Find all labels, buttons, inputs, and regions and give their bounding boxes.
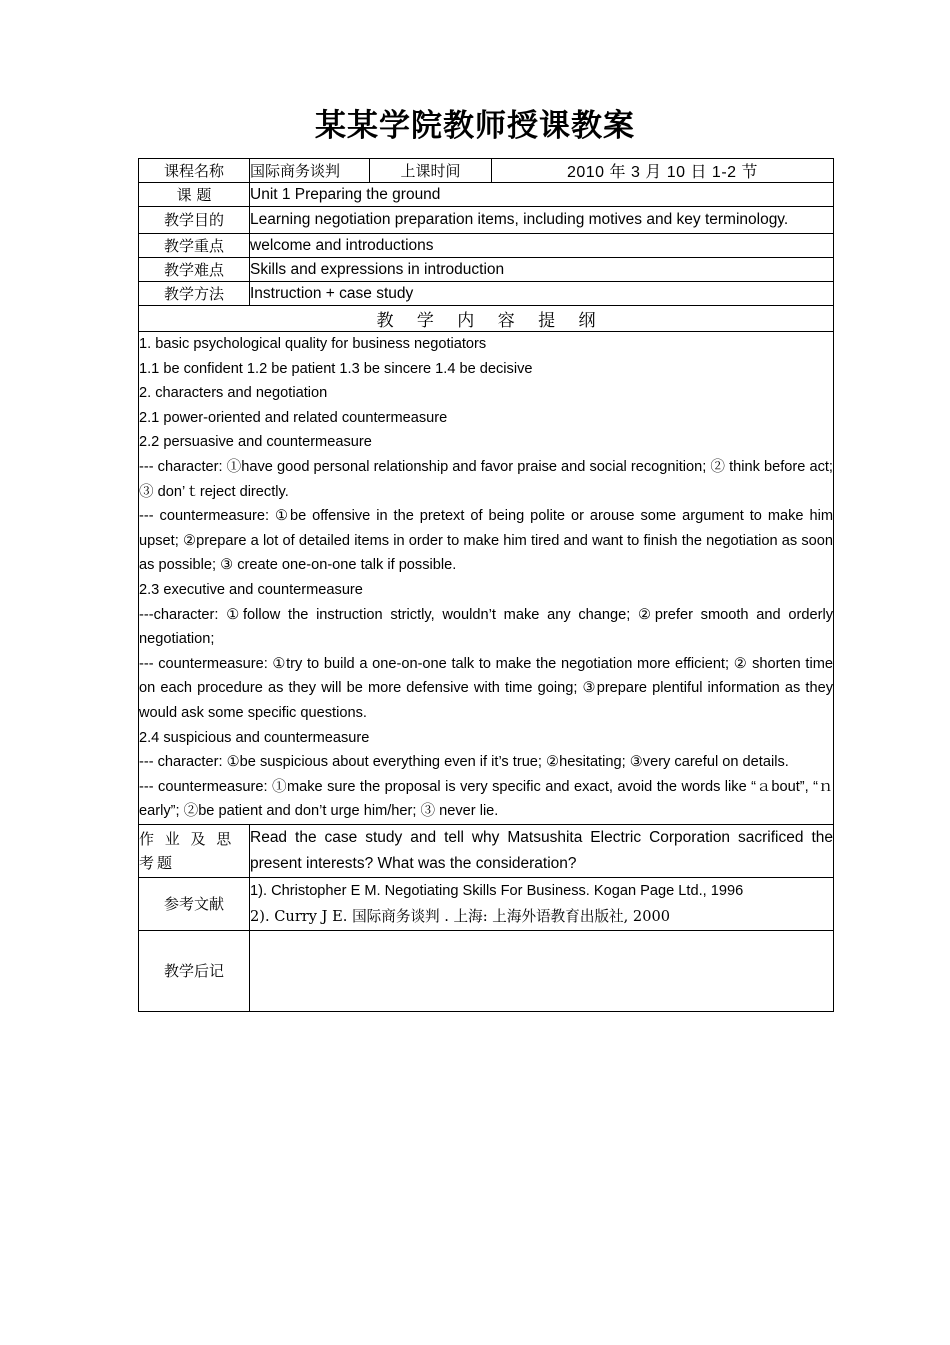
outline-line: 2.4 suspicious and countermeasure (139, 729, 370, 746)
lesson-plan-table (138, 158, 834, 1012)
table-row-postscript (139, 930, 834, 1011)
homework-value: Read the case study and tell why Matsushita Electric Corporation sacrificed the present interests? What was the consideration? (250, 824, 834, 877)
outline-line: 2.2 persuasive and countermeasure (139, 434, 372, 451)
table-row-references (139, 877, 834, 930)
postscript-label: 教学后记 (139, 930, 250, 1011)
table-row-difficulty (139, 258, 834, 282)
difficulty-label: 教学难点 (139, 258, 250, 282)
outline-line: 2.3 executive and countermeasure (139, 581, 363, 598)
objective-value: Learning negotiation preparation items, including motives and key terminology. (250, 207, 834, 234)
focus-label: 教学重点 (139, 234, 250, 258)
focus-value: welcome and introductions (250, 234, 834, 258)
table-row-topic (139, 183, 834, 207)
outline-line: ---character: ①follow the instruction strictly, wouldn’t make any change; ②prefer smooth and orderly negotiation; (139, 606, 833, 648)
outline-header: 教 学 内 容 提 纲 (139, 306, 834, 332)
outline-line: --- countermeasure: ①make sure the proposal is very specific and exact, avoid the words like “ａbout”, “ｎearly”; ②be patient and don’t urge him/her; ③ never lie. (139, 778, 833, 820)
outline-line: --- character: ①be suspicious about everything even if it’s true; ②hesitating; ③very careful on details. (139, 754, 789, 771)
reference-item: 1). Christopher E M. Negotiating Skills For Business. Kogan Page Ltd., 1996 (250, 882, 744, 899)
postscript-value[interactable] (250, 930, 834, 1011)
topic-value: Unit 1 Preparing the ground (250, 183, 834, 207)
table-row-homework (139, 824, 834, 877)
class-time-value: 2010 年 3 月 10 日 1-2 节 (492, 159, 834, 183)
outline-line: --- countermeasure: ①try to build a one-on-one talk to make the negotiation more efficient; ② shorten time on each procedure as they will be more defensive with time going; ③prepare plentiful information as they would ask some specific questions. (139, 655, 833, 721)
outline-body (139, 332, 834, 825)
topic-label: 课 题 (139, 183, 250, 207)
table-row-outline-header (139, 306, 834, 332)
table-row-objective (139, 207, 834, 234)
class-time-label: 上课时间 (370, 159, 492, 183)
reference-item: 2). Curry J E. 国际商务谈判 . 上海: 上海外语教育出版社, 2000 (250, 907, 671, 925)
method-value: Instruction + case study (250, 282, 834, 306)
table-row-course-info (139, 159, 834, 183)
outline-line: 1.1 be confident 1.2 be patient 1.3 be sincere 1.4 be decisive (139, 360, 533, 377)
course-name-label: 课程名称 (139, 159, 250, 183)
method-label: 教学方法 (139, 282, 250, 306)
outline-line: --- character: ①have good personal relationship and favor praise and social recognition; ② think before act; ③ don’ｔreject directly. (139, 458, 833, 500)
references-value (250, 877, 834, 930)
references-label: 参考文献 (139, 877, 250, 930)
table-row-method (139, 282, 834, 306)
table-row-outline-body (139, 332, 834, 825)
objective-label: 教学目的 (139, 207, 250, 234)
difficulty-value: Skills and expressions in introduction (250, 258, 834, 282)
page-title: 某某学院教师授课教案 (315, 108, 635, 144)
course-name-value: 国际商务谈判 (250, 159, 370, 183)
outline-line: 2.1 power-oriented and related countermeasure (139, 409, 448, 426)
table-row-focus (139, 234, 834, 258)
outline-line: --- countermeasure: ①be offensive in the pretext of being polite or arouse some argument to make him upset; ②prepare a lot of detailed items in order to make him tired and want to finish the negotiation as soon as possible; ③ create one-on-one talk if possible. (139, 508, 833, 574)
homework-label: 作 业 及 思 考题 (139, 824, 250, 877)
outline-line: 2. characters and negotiation (139, 385, 328, 402)
outline-line: 1. basic psychological quality for business negotiators (139, 336, 487, 352)
